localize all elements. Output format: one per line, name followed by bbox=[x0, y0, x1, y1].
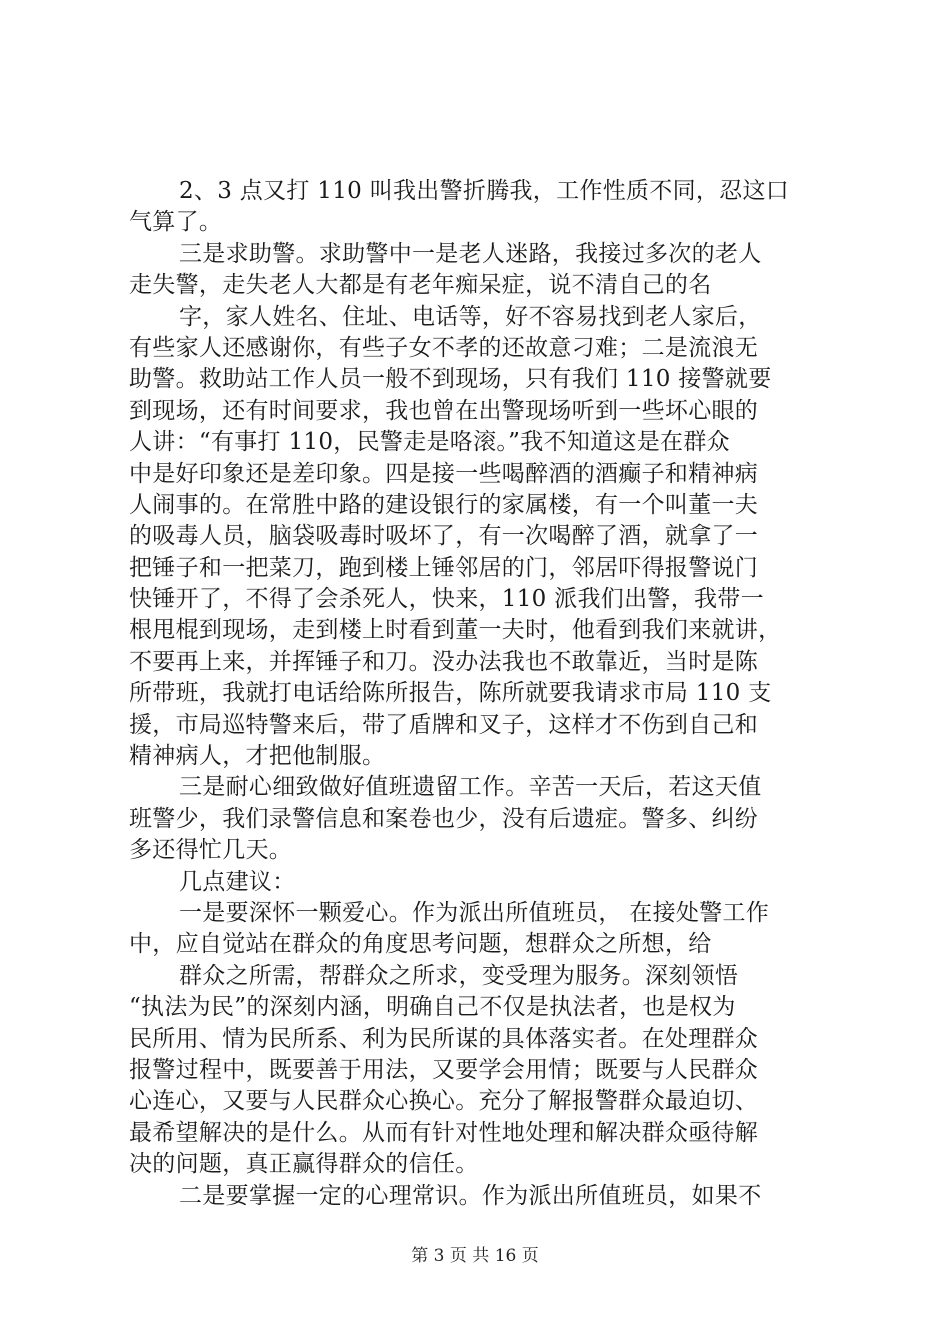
text-line: 有些家人还感谢你，有些子女不孝的还故意刁难；二是流浪无 bbox=[129, 334, 759, 361]
text-line: 中是好印象还是差印象。四是接一些喝醉酒的酒癫子和精神病 bbox=[129, 460, 759, 487]
text-line: 报警过程中，既要善于用法，又要学会用情；既要与人民群众 bbox=[129, 1056, 759, 1083]
text-line: 到现场，还有时间要求，我也曾在出警现场听到一些坏心眼的 bbox=[129, 397, 759, 424]
text-line: 援，市局巡特警来后，带了盾牌和叉子，这样才不伤到自己和 bbox=[129, 711, 759, 738]
text-line: 最希望解决的是什么。从而有针对性地处理和解决群众亟待解 bbox=[129, 1119, 759, 1146]
text-line: 2、3 点又打 110 叫我出警折腾我，工作性质不同，忍这口 bbox=[179, 178, 790, 204]
text-line: 多还得忙几天。 bbox=[129, 837, 293, 864]
text-line: 三是耐心细致做好值班遗留工作。辛苦一天后，若这天值 bbox=[179, 774, 762, 801]
text-line: 一是要深怀一颗爱心。作为派出所值班员， 在接处警工作 bbox=[179, 899, 770, 926]
text-line: 所带班，我就打电话给陈所报告，陈所就要我请求市局 110 支 bbox=[129, 680, 772, 707]
text-line: 不要再上来，并挥锤子和刀。没办法我也不敢靠近，当时是陈 bbox=[129, 648, 759, 675]
text-line: 中，应自觉站在群众的角度思考问题，想群众之所想，给 bbox=[129, 931, 712, 958]
text-line: 人讲：“有事打 110，民警走是咯滚。”我不知道这是在群众 bbox=[129, 429, 730, 456]
text-line: 根甩棍到现场，走到楼上时看到董一夫时，他看到我们来就讲， bbox=[129, 617, 782, 644]
text-line: 助警。救助站工作人员一般不到现场，只有我们 110 接警就要 bbox=[129, 366, 772, 393]
text-line: 三是求助警。求助警中一是老人迷路，我接过多次的老人 bbox=[179, 240, 762, 267]
text-line: 心连心，又要与人民群众心换心。充分了解报警群众最迫切、 bbox=[129, 1088, 759, 1115]
text-line: 人闹事的。在常胜中路的建设银行的家属楼，有一个叫董一夫 bbox=[129, 491, 759, 518]
text-line: 气算了。 bbox=[129, 209, 223, 236]
text-line: 班警少，我们录警信息和案卷也少，没有后遗症。警多、纠纷 bbox=[129, 805, 759, 832]
text-line: 字，家人姓名、住址、电话等，好不容易找到老人家后， bbox=[179, 303, 762, 330]
page-footer: 第 3 页 共 16 页 bbox=[411, 1246, 539, 1266]
text-line: 的吸毒人员，脑袋吸毒时吸坏了，有一次喝醉了酒，就拿了一 bbox=[129, 523, 759, 550]
text-line: 走失警，走失老人大都是有老年痴呆症，说不清自己的名 bbox=[129, 272, 712, 299]
text-line: “执法为民”的深刻内涵，明确自己不仅是执法者，也是权为 bbox=[129, 994, 736, 1021]
text-line: 二是要掌握一定的心理常识。作为派出所值班员，如果不 bbox=[179, 1182, 762, 1209]
text-line: 民所用、情为民所系、利为民所谋的具体落实者。在处理群众 bbox=[129, 1025, 759, 1052]
text-line: 几点建议： bbox=[179, 868, 296, 895]
text-line: 快锤开了，不得了会杀死人，快来，110 派我们出警，我带一 bbox=[129, 586, 764, 613]
text-line: 把锤子和一把菜刀，跑到楼上锤邻居的门，邻居吓得报警说门 bbox=[129, 554, 759, 581]
text-line: 精神病人，才把他制服。 bbox=[129, 743, 386, 770]
text-line: 群众之所需，帮群众之所求，变受理为服务。深刻领悟 bbox=[179, 962, 739, 989]
body-text bbox=[129, 176, 829, 1212]
text-line: 决的问题，真正赢得群众的信任。 bbox=[129, 1151, 479, 1178]
